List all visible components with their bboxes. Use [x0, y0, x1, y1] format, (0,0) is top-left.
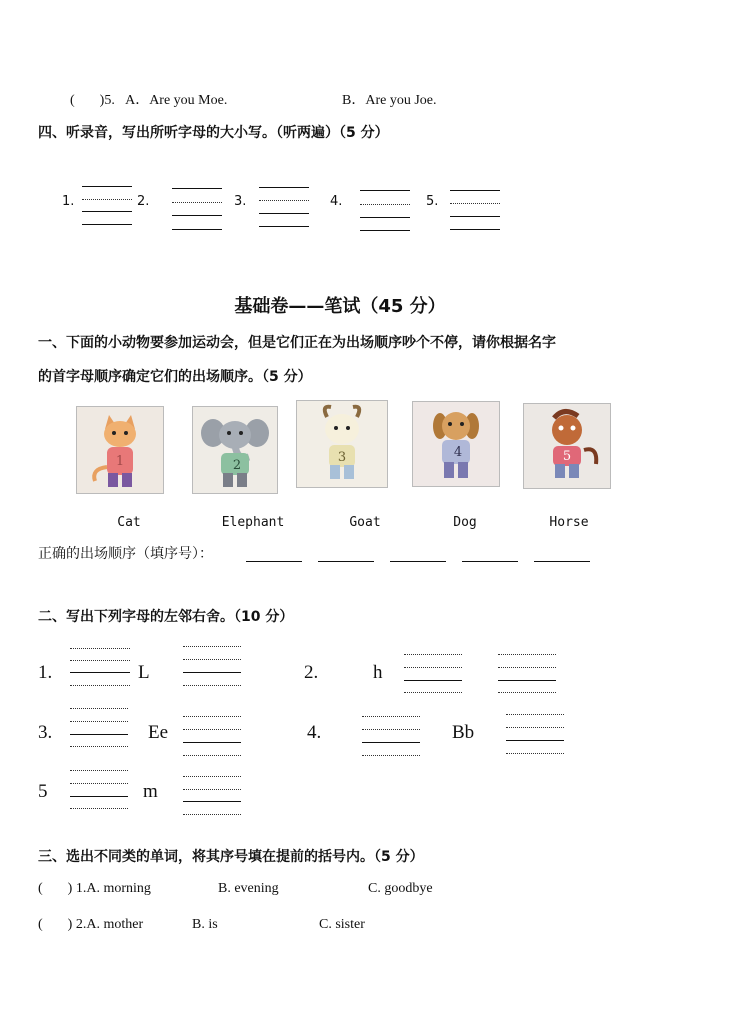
- sec4-num-1: 1.: [62, 194, 75, 209]
- animal-name-dog: Dog: [453, 515, 477, 530]
- sec3-row-1-option-b: B. evening: [218, 881, 279, 896]
- cat-image: [76, 406, 164, 494]
- horse-number: 5: [562, 449, 572, 464]
- order-blank-4[interactable]: [462, 561, 518, 562]
- sec3-row-2-paren: (: [38, 917, 43, 932]
- order-blank-5[interactable]: [534, 561, 590, 562]
- section4-title: 四、听录音，写出所听字母的大小写。（听两遍）（5 分）: [38, 125, 389, 141]
- sec3-row-2-option-c: C. sister: [319, 917, 365, 932]
- cat-number: 1: [115, 454, 125, 469]
- q5-number: )5.: [99, 93, 115, 108]
- animal-name-cat: Cat: [117, 515, 141, 530]
- sec2-letter-5: m: [143, 781, 158, 802]
- animal-name-goat: Goat: [349, 515, 381, 530]
- sec4-num-4: 4.: [330, 194, 343, 209]
- horse-image: [523, 403, 611, 489]
- sec3-row-2: [38, 917, 143, 933]
- goat-image: [296, 400, 388, 488]
- written-test-title: 基础卷——笔试（45 分）: [234, 296, 446, 317]
- sec4-num-3: 3.: [234, 194, 247, 209]
- q5-option-b: B．Are you Joe.: [342, 93, 437, 108]
- elephant-image: [192, 406, 278, 494]
- sec2-num-3: 3.: [38, 722, 53, 743]
- order-blank-1[interactable]: [246, 561, 302, 562]
- goat-number: 3: [337, 450, 347, 465]
- sec4-num-2: 2.: [137, 194, 150, 209]
- sec2-num-5: 5: [38, 781, 48, 802]
- sec3-row-1-paren: (: [38, 881, 43, 896]
- dog-image: [412, 401, 500, 487]
- dog-number: 4: [453, 445, 463, 460]
- animal-name-elephant: Elephant: [221, 515, 285, 530]
- sec2-letter-4: Bb: [452, 722, 475, 743]
- animal-name-horse: Horse: [549, 515, 589, 530]
- section2-title: 二、写出下列字母的左邻右舍。（10 分）: [38, 609, 294, 625]
- sec3-row-1-option-c: C. goodbye: [368, 881, 433, 896]
- sec3-row-2-option-a: ) 2.A. mother: [67, 917, 144, 932]
- sec3-row-1-option-a: ) 1.A. morning: [67, 881, 151, 896]
- order-label: 正确的出场顺序（填序号）：: [38, 546, 213, 562]
- sec2-num-4: 4.: [307, 722, 322, 743]
- section3-title: 三、选出不同类的单词，将其序号填在提前的括号内。（5 分）: [38, 849, 424, 865]
- sec2-num-1: 1.: [38, 662, 53, 683]
- order-blank-3[interactable]: [390, 561, 446, 562]
- section1-line2: 的首字母顺序确定它们的出场顺序。（5 分）: [38, 369, 312, 385]
- sec2-letter-3: Ee: [148, 722, 169, 743]
- section1-line1: 一、下面的小动物要参加运动会，但是它们正在为出场顺序吵个不停，请你根据名字: [38, 335, 556, 351]
- elephant-number: 2: [232, 458, 242, 473]
- q5-paren-open: (: [70, 93, 75, 108]
- order-blank-2[interactable]: [318, 561, 374, 562]
- sec3-row-2-option-b: B. is: [192, 917, 218, 932]
- q5-option-a: A．Are you Moe.: [125, 93, 228, 108]
- sec2-letter-1: L: [138, 662, 150, 683]
- q5-row: [70, 89, 227, 109]
- sec2-letter-2: h: [373, 662, 383, 683]
- sec3-row-1: [38, 881, 151, 897]
- sec2-num-2: 2.: [304, 662, 319, 683]
- sec4-num-5: 5.: [426, 194, 439, 209]
